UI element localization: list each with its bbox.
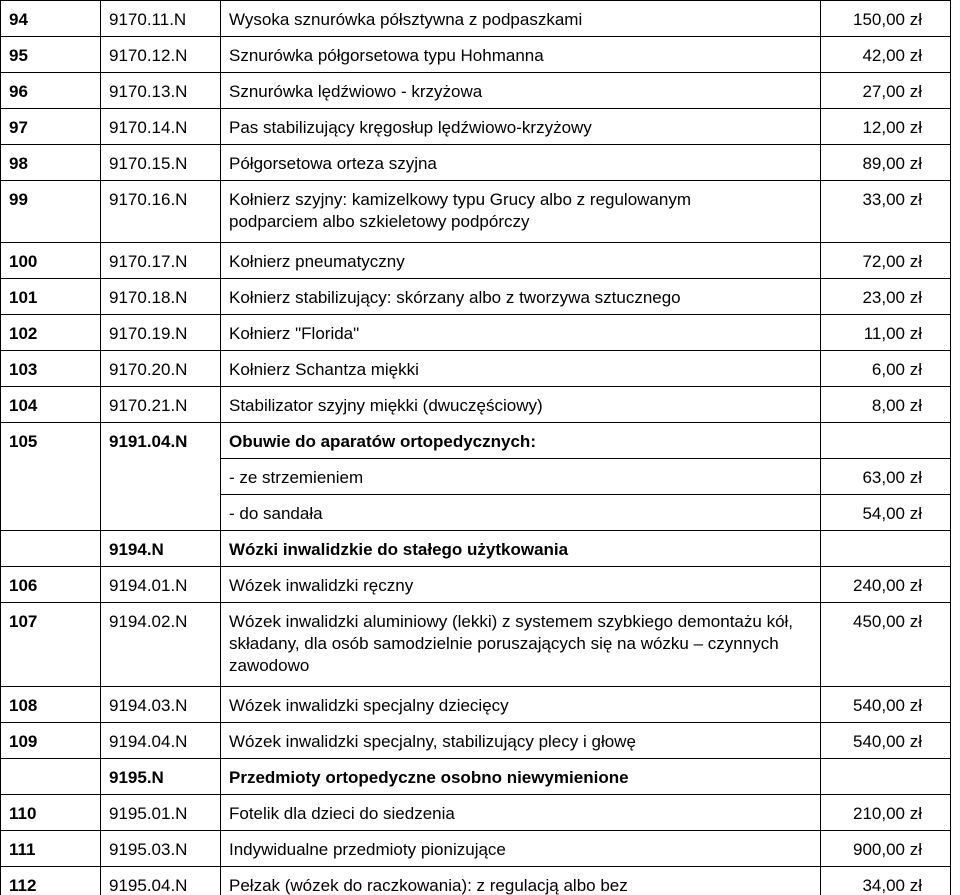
- row-name: Kołnierz pneumatyczny: [221, 243, 821, 279]
- row-name: Fotelik dla dzieci do siedzenia: [221, 795, 821, 831]
- row-number: 94: [1, 1, 101, 37]
- row-name: Pas stabilizujący kręgosłup lędźwiowo-krzyżowy: [221, 109, 821, 145]
- row-price: 72,00 zł: [821, 243, 951, 279]
- row-code: 9195.01.N: [101, 795, 221, 831]
- row-number: 110: [1, 795, 101, 831]
- row-price: [821, 759, 951, 795]
- row-name: Kołnierz Schantza miękki: [221, 351, 821, 387]
- row-price: [821, 423, 951, 459]
- table-row: [1, 37, 951, 73]
- row-price: 33,00 zł: [821, 181, 951, 243]
- row-price: 34,00 zł: [821, 867, 951, 895]
- row-number: [1, 531, 101, 567]
- row-number: 103: [1, 351, 101, 387]
- row-code: 9194.01.N: [101, 567, 221, 603]
- row-number: 97: [1, 109, 101, 145]
- row-name: Kołnierz "Florida": [221, 315, 821, 351]
- table-row: [1, 687, 951, 723]
- row-name: Sznurówka lędźwiowo - krzyżowa: [221, 73, 821, 109]
- row-number: [1, 495, 101, 531]
- row-number: 96: [1, 73, 101, 109]
- row-number: 100: [1, 243, 101, 279]
- group-header-row: [1, 531, 951, 567]
- table-row: [1, 723, 951, 759]
- row-number: 104: [1, 387, 101, 423]
- row-name: Wózek inwalidzki specjalny dziecięcy: [221, 687, 821, 723]
- group-name: Przedmioty ortopedyczne osobno niewymienione: [221, 759, 821, 795]
- row-code: 9170.18.N: [101, 279, 221, 315]
- row-code: [101, 459, 221, 495]
- table-row: [1, 279, 951, 315]
- row-price: 89,00 zł: [821, 145, 951, 181]
- row-code: 9170.17.N: [101, 243, 221, 279]
- row-number: 107: [1, 603, 101, 687]
- row-code: [101, 495, 221, 531]
- table-row: [1, 795, 951, 831]
- row-number: [1, 759, 101, 795]
- table-row: [1, 495, 951, 531]
- row-price: 42,00 zł: [821, 37, 951, 73]
- table-row: [1, 423, 951, 459]
- row-code: 9170.12.N: [101, 37, 221, 73]
- table-row: [1, 243, 951, 279]
- row-price: 11,00 zł: [821, 315, 951, 351]
- row-price: 150,00 zł: [821, 1, 951, 37]
- row-sub-name: - ze strzemieniem: [221, 459, 821, 495]
- row-number: 111: [1, 831, 101, 867]
- row-code: 9170.21.N: [101, 387, 221, 423]
- row-price: 540,00 zł: [821, 687, 951, 723]
- row-number: 112: [1, 867, 101, 895]
- table-row: [1, 387, 951, 423]
- table-body-9194: [1, 567, 951, 759]
- row-code: 9194.03.N: [101, 687, 221, 723]
- row-name: Stabilizator szyjny miękki (dwuczęściowy): [221, 387, 821, 423]
- row-price: 27,00 zł: [821, 73, 951, 109]
- row-number: 101: [1, 279, 101, 315]
- row-code: 9194.04.N: [101, 723, 221, 759]
- row-number: 106: [1, 567, 101, 603]
- table-row: [1, 181, 951, 243]
- row-price: [821, 531, 951, 567]
- table-row: [1, 831, 951, 867]
- table-row: [1, 567, 951, 603]
- row-code: 9170.15.N: [101, 145, 221, 181]
- row-sub-price: 63,00 zł: [821, 459, 951, 495]
- row-code: 9170.16.N: [101, 181, 221, 243]
- row-number: 98: [1, 145, 101, 181]
- row-price: 240,00 zł: [821, 567, 951, 603]
- row-code: 9170.20.N: [101, 351, 221, 387]
- table-row: [1, 351, 951, 387]
- group-code: 9195.N: [101, 759, 221, 795]
- row-name: Wózek inwalidzki ręczny: [221, 567, 821, 603]
- row-code: 9194.02.N: [101, 603, 221, 687]
- table-body-9195: [1, 795, 951, 895]
- row-name: Półgorsetowa orteza szyjna: [221, 145, 821, 181]
- row-number: 108: [1, 687, 101, 723]
- table-row: [1, 459, 951, 495]
- row-code: 9170.14.N: [101, 109, 221, 145]
- row-price: 12,00 zł: [821, 109, 951, 145]
- row-name: Wózek inwalidzki aluminiowy (lekki) z systemem szybkiego demontażu kół, składany, dla osób samodzielnie poruszających się na wózku – czynnych zawodowo: [221, 603, 821, 687]
- table-row: [1, 1, 951, 37]
- group-9195: [1, 759, 951, 795]
- group-name: Wózki inwalidzkie do stałego użytkowania: [221, 531, 821, 567]
- row-sub-price: 54,00 zł: [821, 495, 951, 531]
- row-code: 9170.11.N: [101, 1, 221, 37]
- group-header-row: [1, 759, 951, 795]
- row-name: Kołnierz stabilizujący: skórzany albo z tworzywa sztucznego: [221, 279, 821, 315]
- table-row: [1, 867, 951, 895]
- row-price: 23,00 zł: [821, 279, 951, 315]
- group-code: 9194.N: [101, 531, 221, 567]
- row-105-group: [1, 423, 951, 567]
- row-name: Obuwie do aparatów ortopedycznych:: [221, 423, 821, 459]
- row-name: Kołnierz szyjny: kamizelkowy typu Grucy albo z regulowanym podparciem albo szkieletowy podpórczy: [221, 181, 821, 243]
- row-price: 540,00 zł: [821, 723, 951, 759]
- row-number: 102: [1, 315, 101, 351]
- row-sub-name: - do sandała: [221, 495, 821, 531]
- row-code: 9195.03.N: [101, 831, 221, 867]
- row-price: 6,00 zł: [821, 351, 951, 387]
- row-name: Wysoka sznurówka półsztywna z podpaszkami: [221, 1, 821, 37]
- table-row: [1, 145, 951, 181]
- table-row: [1, 73, 951, 109]
- row-number: [1, 459, 101, 495]
- row-code: 9170.13.N: [101, 73, 221, 109]
- table-row: [1, 603, 951, 687]
- row-name: Pełzak (wózek do raczkowania): z regulacją albo bez: [221, 867, 821, 895]
- row-number: 95: [1, 37, 101, 73]
- table-row: [1, 315, 951, 351]
- row-price: 900,00 zł: [821, 831, 951, 867]
- row-name: Wózek inwalidzki specjalny, stabilizujący plecy i głowę: [221, 723, 821, 759]
- row-name: Sznurówka półgorsetowa typu Hohmanna: [221, 37, 821, 73]
- table-body-top: [1, 1, 951, 423]
- row-number: 109: [1, 723, 101, 759]
- row-number: 99: [1, 181, 101, 243]
- row-code: 9195.04.N: [101, 867, 221, 895]
- row-code: 9170.19.N: [101, 315, 221, 351]
- row-number: 105: [1, 423, 101, 459]
- row-name: Indywidualne przedmioty pionizujące: [221, 831, 821, 867]
- table-row: [1, 109, 951, 145]
- row-price: 210,00 zł: [821, 795, 951, 831]
- row-price: 8,00 zł: [821, 387, 951, 423]
- row-price: 450,00 zł: [821, 603, 951, 687]
- row-code: 9191.04.N: [101, 423, 221, 459]
